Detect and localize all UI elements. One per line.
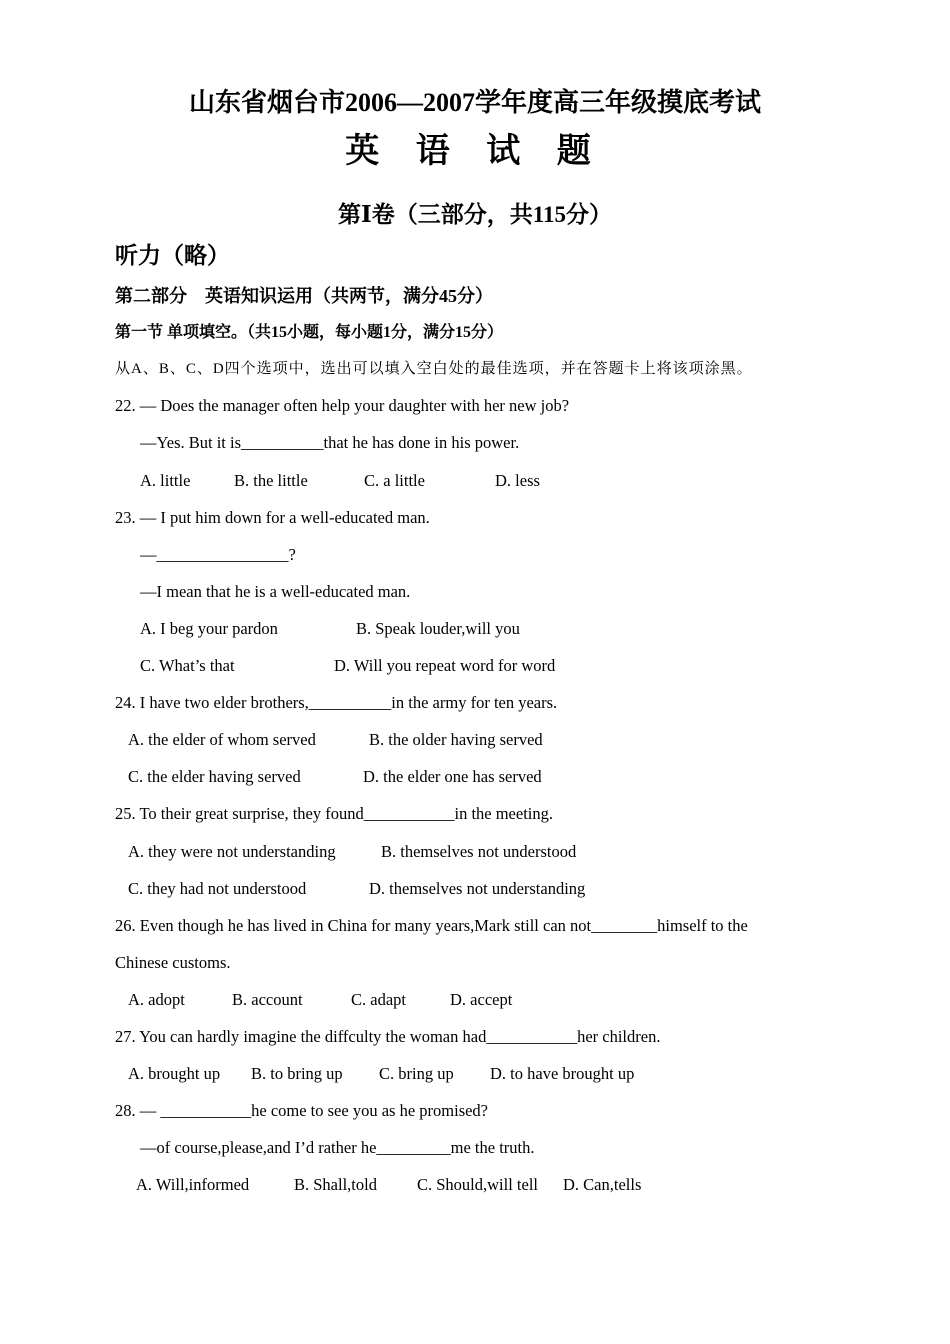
question-28-option-b: B. Shall,told [294,1175,377,1194]
question-28-line2: —of course,please,and I’d rather he_________me the truth. [140,1138,535,1157]
question-28-option-d: D. Can,tells [563,1175,642,1194]
question-23-option-d: D. Will you repeat word for word [334,656,556,675]
subject-title: 英 语 试 题 [345,133,605,170]
question-26-stem: 26. Even though he has lived in China for many years,Mark still can not________himself to the [115,916,748,935]
question-22-option-b: B. the little [234,471,308,490]
question-25-option-b: B. themselves not understood [381,842,577,861]
question-28-option-c: C. Should,will tell [417,1175,539,1194]
question-22-option-d: D. less [495,471,540,490]
listening-heading: 听力（略） [115,243,230,268]
question-23-line3: —I mean that he is a well-educated man. [140,582,411,601]
section1-heading: 第一节 单项填空。（共15小题，每小题1分，满分15分） [115,324,504,341]
question-27-option-b: B. to bring up [251,1064,343,1083]
question-23-stem: 23. — I put him down for a well-educated man. [115,508,430,527]
exam-title: 山东省烟台市2006—2007学年度高三年级摸底考试 [188,88,761,117]
question-22-line2: —Yes. But it is__________that he has done in his power. [140,433,520,452]
question-22-stem: 22. — Does the manager often help your daughter with her new job? [115,396,570,415]
question-24-stem: 24. I have two elder brothers,__________in the army for ten years. [115,693,558,712]
question-27-option-d: D. to have brought up [490,1064,635,1083]
question-25-option-d: D. themselves not understanding [369,879,586,898]
question-24-option-b: B. the older having served [369,730,543,749]
question-26-option-b: B. account [232,990,303,1009]
question-26-option-c: C. adapt [351,990,406,1009]
question-24-option-c: C. the elder having served [128,767,301,786]
question-28-stem: 28. — ___________he come to see you as he promised? [115,1101,489,1120]
question-27-stem: 27. You can hardly imagine the diffculty the woman had___________her children. [115,1027,661,1046]
question-24-option-d: D. the elder one has served [363,767,542,786]
question-23-option-b: B. Speak louder,will you [356,619,520,638]
volume-title: 第Ⅰ卷（三部分，共115分） [338,202,612,227]
question-22-option-c: C. a little [364,471,425,490]
question-27-option-c: C. bring up [379,1064,454,1083]
question-22-option-a: A. little [140,471,191,490]
instruction-text: 从A、B、C、D四个选项中，选出可以填入空白处的最佳选项，并在答题卡上将该项涂黑。 [115,361,753,377]
question-26-line2: Chinese customs. [115,953,231,972]
question-25-option-a: A. they were not understanding [128,842,336,861]
question-25-stem: 25. To their great surprise, they found___________in the meeting. [115,804,553,823]
question-24-option-a: A. the elder of whom served [128,730,316,749]
part2-heading: 第二部分 英语知识运用（共两节，满分45分） [115,286,493,306]
question-23-option-c: C. What’s that [140,656,235,675]
question-26-option-d: D. accept [450,990,513,1009]
question-26-option-a: A. adopt [128,990,185,1009]
question-27-option-a: A. brought up [128,1064,221,1083]
question-25-option-c: C. they had not understood [128,879,307,898]
question-23-line2: —________________? [140,545,296,564]
question-28-option-a: A. Will,informed [136,1175,250,1194]
question-23-option-a: A. I beg your pardon [140,619,278,638]
